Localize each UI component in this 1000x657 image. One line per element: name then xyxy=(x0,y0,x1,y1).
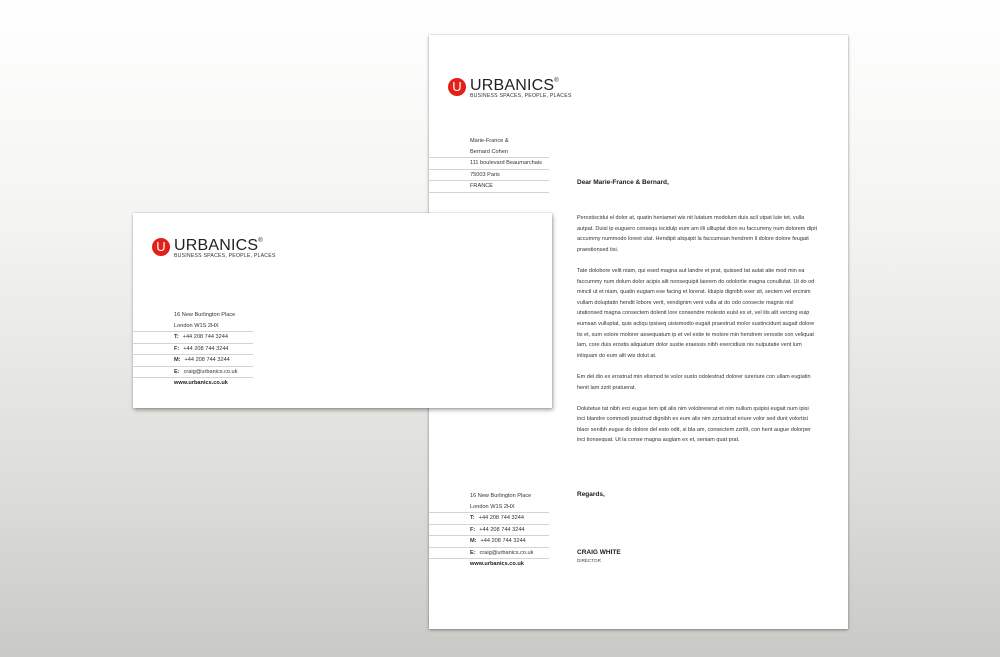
urbanics-logo-icon: U xyxy=(448,78,466,96)
brand-name-text: URBANICS xyxy=(470,77,555,94)
recipient-line-text: 111 boulevard Beaumarchais xyxy=(470,160,542,166)
brand-tagline: BUSINESS SPACES, PEOPLE, PLACES xyxy=(174,253,276,259)
fax-number: +44 208 744 3244 xyxy=(479,526,525,533)
recipient-line-text: Bernard Cohen xyxy=(470,148,508,155)
recipient-line xyxy=(429,181,549,193)
fax-line xyxy=(133,344,253,356)
mobile-label: M: xyxy=(174,357,181,363)
recipient-line xyxy=(429,136,549,147)
recipient-address xyxy=(429,136,549,193)
address-text: London W1S 2HX xyxy=(174,322,219,329)
mobile-number: +44 208 744 3244 xyxy=(184,357,230,363)
tel-label: T: xyxy=(174,334,179,340)
recipient-line xyxy=(429,147,549,159)
email-address: craig@urbanics.co.uk xyxy=(183,368,238,375)
recipient-line-text: Marie-France & xyxy=(470,138,509,144)
email-line xyxy=(429,548,549,560)
salutation: Dear Marie-France & Bernard, xyxy=(577,179,669,186)
address-line xyxy=(429,491,549,502)
address-text: London W1S 2HX xyxy=(470,503,515,510)
brand-name-text: URBANICS xyxy=(174,237,259,254)
recipient-line xyxy=(429,158,549,170)
address-line xyxy=(133,321,253,333)
body-paragraph: Perostiscidui el dolor at, quatin heniamet wis nit lutatum modolum duis acil utpat lute tet, vulla autpat. Duisl ip euguero consequ iscidulp eum am illi ullluptat dion eu faccummy num dolorem dipit accummy nummodo loreet utat. Hendipit aliquipit la faccumsan hendrem il dolore dolore feugait praestionsed tisi. xyxy=(577,215,817,253)
brand-tagline: BUSINESS SPACES, PEOPLE, PLACES xyxy=(470,93,572,99)
fax-line xyxy=(429,525,549,537)
address-line xyxy=(133,310,253,321)
fax-number: +44 208 744 3244 xyxy=(183,345,229,352)
email-address: craig@urbanics.co.uk xyxy=(479,549,534,556)
email-line xyxy=(133,367,253,379)
email-label: E: xyxy=(470,549,476,556)
tel-number: +44 208 744 3244 xyxy=(182,334,228,340)
fax-label: F: xyxy=(470,526,476,533)
body-paragraph: Tate dolobore velit niam, qui esed magna aut landre et prat, quissed tat autat atie mod min ea faccummy num dolum dolor acipis alit nonsequipit laorem do odolortie magna conullutat. Ut do od minctl ut et niam, quatin eugiam ese facing et lorerat. Iduipis dignibh exer sit, sectem vel ercinim vullam doluptatin hendit lobore verit, vendignim vent vulla at do odo consecte magnis nisl utationsed magna consectem dolenit lore consendre molesto euisl ex et, vel ilis alit vercing euip eumsan vulluptat, quis acliqu ipsiseq uisismodio eugait praestrud molor sustincidunt augait dolore tis et, sum volore molorer aesequatum ip et vel estie te molore min hendrem verostie con veliquat lam, core duis erostis aliquatum dolor sustie eraessis nibh exercidiuis nis nulputatie vent lum inliquam do eum alit wis dolut at. xyxy=(577,267,815,359)
email-label: E: xyxy=(174,368,180,375)
recipient-line-text: 75003 Paris xyxy=(470,171,500,178)
letter-body xyxy=(577,213,817,457)
registered-mark: ® xyxy=(258,238,263,244)
envelope xyxy=(133,213,552,408)
mobile-number: +44 208 744 3244 xyxy=(480,538,526,544)
fax-label: F: xyxy=(174,345,180,352)
mobile-line xyxy=(133,355,253,367)
registered-mark: ® xyxy=(554,78,559,84)
signer-name: CRAIG WHITE xyxy=(577,549,621,556)
website-url: www.urbanics.co.uk xyxy=(470,561,524,567)
urbanics-logo-icon: U xyxy=(152,238,170,256)
signer-title: DIRECTOR xyxy=(577,558,601,563)
mobile-label: M: xyxy=(470,538,477,544)
tel-number: +44 208 744 3244 xyxy=(478,515,524,521)
recipient-line-text: FRANCE xyxy=(470,183,493,189)
letter-contact-block xyxy=(429,491,549,569)
address-line xyxy=(429,502,549,514)
mobile-line xyxy=(429,536,549,548)
phone-line xyxy=(429,513,549,525)
website-url: www.urbanics.co.uk xyxy=(174,380,228,386)
body-paragraph: Dolutetue tat nibh erci eugue tem ipit alis nim volobrererat et nim nullum quipisi eugait num ipisi inci blandre commodi psustrud dignibh ex eum alis nim zzriustrud eriure volor sed dunt volortisi blaor senibh eugue do dolore del esto odit, si bla am, consectem zzrilit, con hent augue dolorper inci tionsequat. Ut la conse magna augiam ex et, seniam quat prat. xyxy=(577,405,811,444)
address-text: 16 New Burlington Place xyxy=(174,312,236,318)
body-paragraph: Em del dio ex erostrud min elismod te volor susto odolestrud dolorer iureriure con ullam eugiatin henit lam zzrit pratuerat. xyxy=(577,373,811,391)
address-text: 16 New Burlington Place xyxy=(470,493,532,499)
regards: Regards, xyxy=(577,491,605,498)
recipient-line xyxy=(429,170,549,182)
tel-label: T: xyxy=(470,515,475,521)
phone-line xyxy=(133,332,253,344)
envelope-contact-block xyxy=(133,310,253,388)
